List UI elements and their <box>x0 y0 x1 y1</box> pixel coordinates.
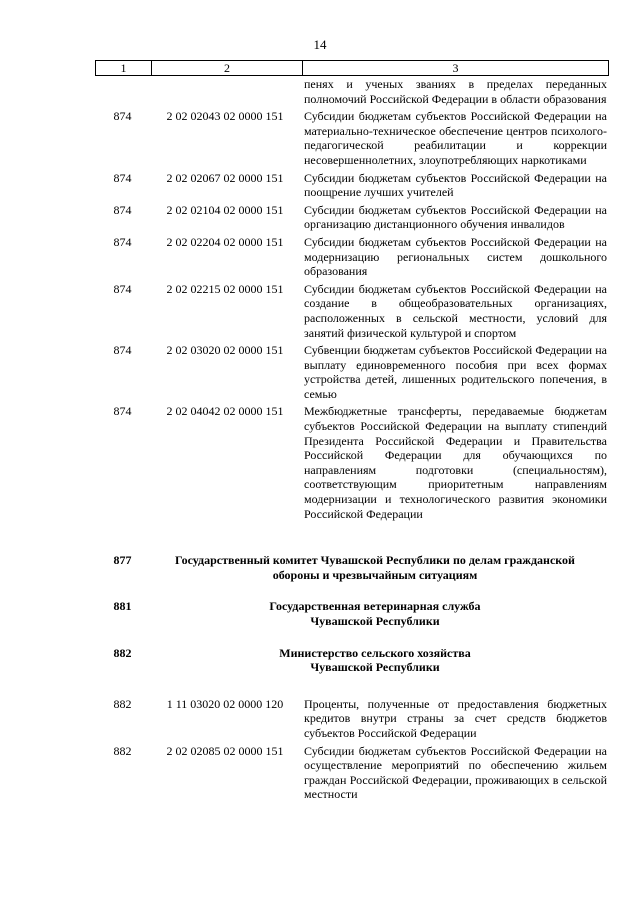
document-body <box>95 77 609 805</box>
table-row <box>95 109 609 167</box>
table-row <box>95 744 609 802</box>
income-description: Субсидии бюджетам субъектов Российской Федерации на осуществление мероприятий по обеспечению жильем граждан Российской Федерации, проживающих в сельской местности <box>304 743 607 802</box>
admin-code: 874 <box>113 202 132 217</box>
section-admin-code: 881 <box>113 599 132 614</box>
income-description: Субвенции бюджетам субъектов Российской Федерации на выплату единовременного пособия при всех формах устройства детей, лишенных родительского попечения, в семью <box>304 343 607 401</box>
admin-code: 874 <box>113 404 132 419</box>
table-row <box>95 404 609 521</box>
column-header-2: 2 <box>152 61 303 76</box>
income-description: Проценты, полученные от предоставления бюджетных кредитов внутри страны за счет средств бюджетов субъектов Российской Федерации <box>304 696 607 740</box>
page-number: 14 <box>313 37 327 52</box>
admin-code: 874 <box>113 343 132 358</box>
budget-code: 2 02 02085 02 0000 151 <box>166 743 284 758</box>
budget-code: 2 02 02204 02 0000 151 <box>166 234 284 249</box>
section-heading <box>95 646 609 675</box>
section-heading <box>95 553 609 582</box>
table-row <box>95 697 609 741</box>
column-header-1: 1 <box>96 61 152 76</box>
admin-code: 882 <box>113 696 132 711</box>
rows-group-a <box>95 109 609 521</box>
column-header-table <box>95 60 609 76</box>
section-admin-code: 882 <box>113 645 132 660</box>
section-headings <box>95 553 609 675</box>
income-description: Субсидии бюджетам субъектов Российской Федерации на материально-техническое обеспечение центров психолого-педагогической реабилитации и коррекции несовершеннолетних, злоупотребляющих наркотиками <box>304 109 607 167</box>
budget-code: 2 02 02067 02 0000 151 <box>166 170 284 185</box>
budget-code: 2 02 02215 02 0000 151 <box>166 281 284 296</box>
column-header-3: 3 <box>303 61 609 76</box>
income-description: Субсидии бюджетам субъектов Российской Федерации на модернизацию региональных систем дошкольного образования <box>304 234 607 279</box>
admin-code: 874 <box>113 170 132 185</box>
admin-code: 874 <box>113 109 132 124</box>
section-title: Министерство сельского хозяйства Чувашской Республики <box>279 645 471 675</box>
rows-group-b <box>95 697 609 802</box>
section-title: Государственная ветеринарная служба Чувашской Республики <box>269 599 481 628</box>
budget-code: 2 02 04042 02 0000 151 <box>166 404 284 419</box>
budget-code: 2 02 02104 02 0000 151 <box>166 202 284 217</box>
table-row <box>95 171 609 200</box>
section-title: Государственный комитет Чувашской Республики по делам гражданской обороны и чрезвычайным ситуациям <box>175 553 575 582</box>
continuation-text: пенях и ученых званиях в пределах переданных полномочий Российской Федерации в области образования <box>304 77 607 106</box>
table-row <box>95 282 609 340</box>
income-description: Субсидии бюджетам субъектов Российской Федерации на создание в общеобразовательных организациях, расположенных в сельской местности, условий для занятий физической культурой и спортом <box>304 281 607 340</box>
budget-code: 2 02 02043 02 0000 151 <box>166 109 284 124</box>
table-row <box>95 235 609 279</box>
income-description: Субсидии бюджетам субъектов Российской Федерации на организацию дистанционного обучения инвалидов <box>304 202 607 232</box>
continuation-row <box>95 77 609 106</box>
section-admin-code: 877 <box>113 553 132 568</box>
admin-code: 874 <box>113 281 132 296</box>
admin-code: 874 <box>113 234 132 249</box>
table-row <box>95 343 609 401</box>
table-row <box>95 203 609 232</box>
budget-code: 1 11 03020 02 0000 120 <box>166 696 284 711</box>
income-description: Субсидии бюджетам субъектов Российской Федерации на поощрение лучших учителей <box>304 170 607 200</box>
budget-code: 2 02 03020 02 0000 151 <box>166 343 284 358</box>
section-heading <box>95 599 609 628</box>
income-description: Межбюджетные трансферты, передаваемые бюджетам субъектов Российской Федерации на выплату стипендий Президента Российской Федерации и Правительства Российской Федерации для обучающихся по направлениям подготовки (специальностям), соответствующим приоритетным направлениям модернизации и технологического развития экономики Российской Федерации <box>304 404 607 521</box>
admin-code: 882 <box>113 743 132 758</box>
